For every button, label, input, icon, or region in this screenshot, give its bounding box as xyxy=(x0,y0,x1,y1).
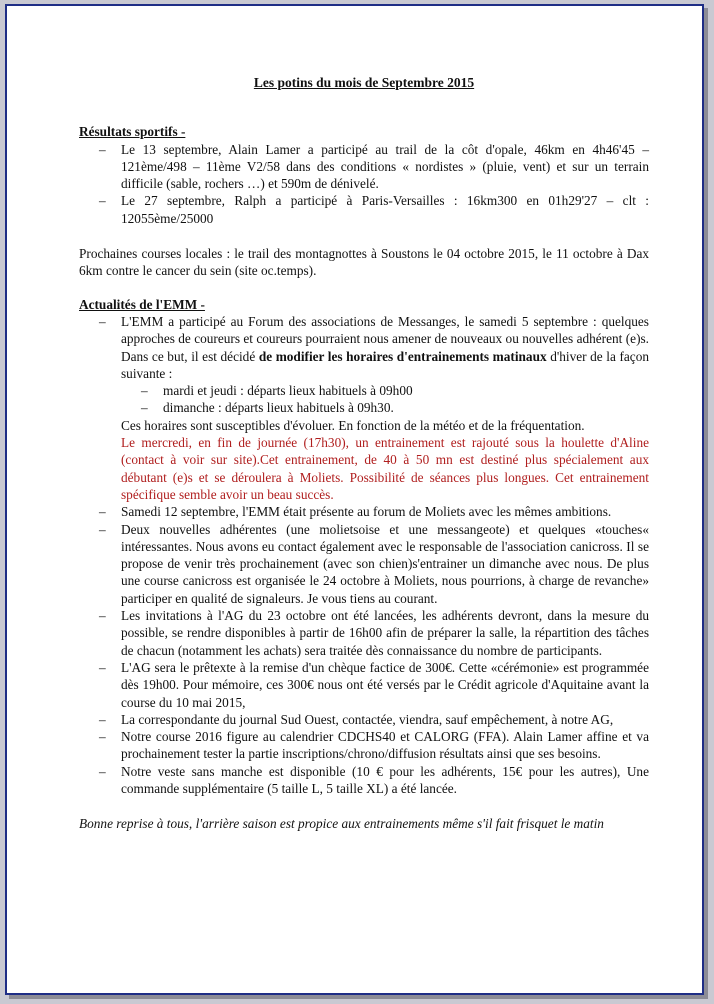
schedule-item: – dimanche : départs lieux habituels à 09h30. xyxy=(121,399,649,416)
list-item: – Deux nouvelles adhérentes (une molietsoise et une messangeote) et quelques «touches« intéressantes. Nous avons eu contact également avec le responsable de l'association canicross. Il se propose de venir très prochainement (avec son chien)s'entrainer un dimanche avec nous. De plus une course canicross est organisée le 24 octobre à Moliets, nous pourrions, à charge de revanche» participer en qualité de signaleurs. Je vous tiens au courant. xyxy=(79,521,649,607)
wednesday-training-note: Le mercredi, en fin de journée (17h30), un entrainement est rajouté sous la houlette d'Aline (contact à voir sur site).Cet entrainement, de 40 à 50 mn est destiné plus spécialement aux débutant (e)s et se déroulera à Moliets. Possibilité de séances plus longues. Cet entrainement spécifique semble avoir un beau succès. xyxy=(121,435,649,502)
schedule-note: Ces horaires sont susceptibles d'évoluer. En fonction de la météo et de la fréquentation. xyxy=(121,417,585,433)
forum-bold-text: de modifier les horaires d'entrainements matinaux xyxy=(258,348,547,364)
schedule-item: – mardi et jeudi : départs lieux habituels à 09h00 xyxy=(121,382,649,399)
list-item: – Le 13 septembre, Alain Lamer a participé au trail de la côt d'opale, 46km en 4h46'45 – 121ème/498 – 11ème V2/58 dans des conditions « nordistes » (pluie, vent) et sur un terrain difficile (sable, rochers …) et 590m de dénivelé. xyxy=(79,141,649,193)
document-page xyxy=(5,4,704,995)
closing-line: Bonne reprise à tous, l'arrière saison est propice aux entrainements même s'il fait frisquet le matin xyxy=(79,816,604,832)
forum-after-bold: d'hiver de la façon suivante : xyxy=(121,348,650,381)
next-races-paragraph: Prochaines courses locales : le trail des montagnottes à Soustons le 04 octobre 2015, le 11 octobre à Dax 6km contre le cancer du sein (site oc.temps). xyxy=(79,246,649,279)
list-item: – Les invitations à l'AG du 23 octobre ont été lancées, les adhérents devront, dans la mesure du possible, se rendre disponibles à partir de 16h00 afin de préparer la salle, la répartition des tâches de chacun (notamment les achats) sera traitée dès connaissance du nombre de participants. xyxy=(79,607,649,659)
section-heading-results: Résultats sportifs - xyxy=(79,124,186,140)
list-item: – Notre course 2016 figure au calendrier CDCHS40 et CALORG (FFA). Alain Lamer affine et va prochainement tester la partie inscriptions/chrono/diffusion résultats ainsi que ses besoins. xyxy=(79,728,649,763)
list-item: – Samedi 12 septembre, l'EMM était présente au forum de Moliets avec les mêmes ambitions. xyxy=(79,503,649,520)
schedule-list xyxy=(121,382,649,417)
list-item: – Le 27 septembre, Ralph a participé à Paris-Versailles : 16km300 en 01h29'27 – clt : 12055ème/25000 xyxy=(79,192,649,227)
list-item: – L'AG sera le prêtexte à la remise d'un chèque factice de 300€. Cette «cérémonie» est programmée dès 19h00. Pour mémoire, ces 300€ nous ont été versés par le Crédit agricole d'Aquitaine avant la course du 10 mai 2015, xyxy=(79,659,649,711)
list-item: – Notre veste sans manche est disponible (10 € pour les adhérents, 15€ pour les autres), Une commande supplémentaire (5 taille L, 5 taille XL) a été lancée. xyxy=(79,763,649,798)
list-item-forum xyxy=(79,313,649,503)
list-item: – La correspondante du journal Sud Ouest, contactée, viendra, sauf empêchement, à notre AG, xyxy=(79,711,649,728)
section-heading-news: Actualités de l'EMM - xyxy=(79,296,205,312)
news-list xyxy=(79,313,649,797)
document-content xyxy=(79,74,649,833)
page-title: Les potins du mois de Septembre 2015 xyxy=(253,75,475,90)
results-list xyxy=(79,141,649,227)
forum-intro: L'EMM a participé au Forum des associations de Messanges, le samedi 5 septembre : quelques approches de coureurs et coureurs pourraient nous amener de nouveaux ou nouvelles adhérent (e)s. Dans ce but, il est décidé xyxy=(121,313,649,364)
